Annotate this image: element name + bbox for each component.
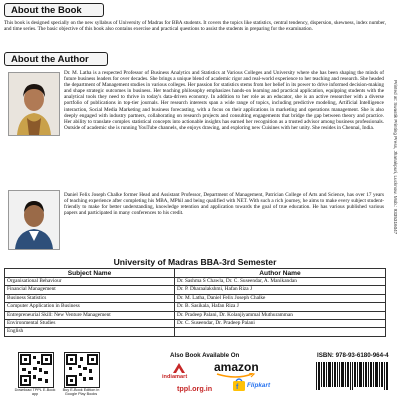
subject-cell: Computer Application in Business — [5, 303, 175, 311]
isbn-text: ISBN: 978-93-6180-964-4 — [317, 352, 389, 359]
qr-code-icon — [19, 353, 53, 387]
author-cell — [175, 328, 386, 336]
qr-code-playbooks[interactable] — [64, 352, 100, 388]
author2-portrait-icon — [9, 191, 59, 249]
table-row — [5, 311, 386, 319]
table-row — [5, 294, 386, 302]
author2-photo — [8, 190, 60, 250]
table-row — [5, 328, 386, 336]
subject-name-header: Subject Name — [5, 269, 175, 278]
flipkart-text: Flipkart — [247, 382, 271, 389]
indiamart-text: indiamart — [162, 374, 188, 380]
author-cell: Dr. C. Suseendar, Dr. Pradeep Palani — [175, 320, 386, 328]
amazon-logo[interactable] — [212, 360, 262, 378]
flipkart-bag-icon — [232, 378, 246, 392]
table-row — [5, 278, 386, 286]
tppl-website[interactable]: tppl.org.in — [177, 384, 213, 393]
table-row — [5, 286, 386, 294]
printer-side-text: Printed at: Swastik Printing Press, Jhanakpuri, Lucknow. Mob.: 9335316047 — [393, 80, 398, 235]
qr-app-caption: Download TPPL E-Book app — [14, 388, 56, 397]
subject-cell: Organisational Behaviour — [5, 278, 175, 286]
semester-title: University of Madras BBA-3rd Semester — [113, 257, 277, 267]
indiamart-logo[interactable] — [158, 362, 200, 382]
author-cell: Dr. B. Sasikala, Hafan Riza J — [175, 303, 386, 311]
author-cell: Dr. M. Latha, Daniel Felix Joseph Chalke — [175, 294, 386, 302]
about-book-text: This book is designed specially on the new syllabus of University of Madras for BBA students. It covers the topics like statistics, central tendency, dispersion, skewness, index number, and time series. The basic objective of this book also contains exercise and practical questions to assist the students in preparing for the examination. — [4, 20, 386, 33]
also-available-label: Also Book Available On — [170, 352, 240, 359]
subject-cell: Financial Management — [5, 286, 175, 294]
table-header-row — [5, 269, 386, 278]
table-row — [5, 320, 386, 328]
subject-cell: Environmental Studies — [5, 320, 175, 328]
table-row — [5, 303, 386, 311]
subject-cell: Business Statistics — [5, 294, 175, 302]
qr-code-app[interactable] — [18, 352, 54, 388]
barcode-icon — [314, 361, 390, 393]
author-cell: Dr. Sashma S Chawla, Dr. C. Suseendar, A. Manikandan — [175, 278, 386, 286]
subject-cell: English — [5, 328, 175, 336]
qr-playbooks-caption: Buy E-Book Edition in Google Play Books — [62, 388, 100, 397]
subject-cell: Entrepreneurial Skill: New Venture Management — [5, 311, 175, 319]
svg-text:f: f — [236, 384, 239, 391]
indiamart-icon — [172, 362, 186, 374]
qr-code-icon — [65, 353, 99, 387]
author1-photo — [8, 72, 60, 136]
author1-bio: Dr. M. Latha is a respected Professor of Business Analytics and Statistics at Various Colleges and University where she has been shaping the minds of future business leaders for over decades. She brings a unique blend of academic rigor and real-world experience to her teaching and research. She headed the department of Management studies in various colleges. Her passion for statistics stems from her belief in its power to drive informed decision-making and shape strategic outcomes in business. Her teaching philosophy emphasizes hands-on learning and practical application, equipping students with the analytical tools they need to thrive in today's data-driven economy. In addition to her role as an educator, she is an active researcher with a diverse portfolio of publications in top-tier journals. Her research interests span a wide range of topics, including predictive modeling, Artificial Intelligence interaction, Social Media Marketing and business forecasting, with a focus on their applications in marketing and operations management. She is also deeply engaged with industry partners, collaborating on research projects and consulting engagements that bridge the gap between theory and practice. Her ability to translate complex statistical concepts into actionable insights has earned her recognition as a trusted advisor among business professionals. Outside of academic she is running YouTube channels, she enjoys drawing, and exploring new Cuisines with her unity. She resides in Chennai, India. — [64, 70, 384, 131]
author-name-header: Author Name — [175, 269, 386, 278]
author-cell: Dr. Pradeep Palani, Dr. Kolanjiyammal Muthuramman — [175, 311, 386, 319]
amazon-text: amazon — [214, 360, 259, 374]
about-author-heading: About the Author — [4, 52, 108, 66]
author2-bio: Daniel Felix Joseph Chalke former Head and Assistant Professor, Department of Management, Patrician College of Arts and Science, has over 17 years of teaching experience after completing his MBA, MPhil and being qualified with NET. With such a rich journey, he aims to make every subject student-friendly to make for better understanding, knowledge retention and application towards the goal of true education. He has various published various papers and participated in many conferences to his credit. — [64, 192, 384, 217]
author1-portrait-icon — [9, 73, 59, 135]
author-cell: Dr. P. Dharaalakshmi, Hafan Riza J — [175, 286, 386, 294]
flipkart-logo[interactable] — [232, 378, 272, 396]
about-book-heading: About the Book — [4, 3, 104, 17]
subject-table — [4, 268, 386, 337]
